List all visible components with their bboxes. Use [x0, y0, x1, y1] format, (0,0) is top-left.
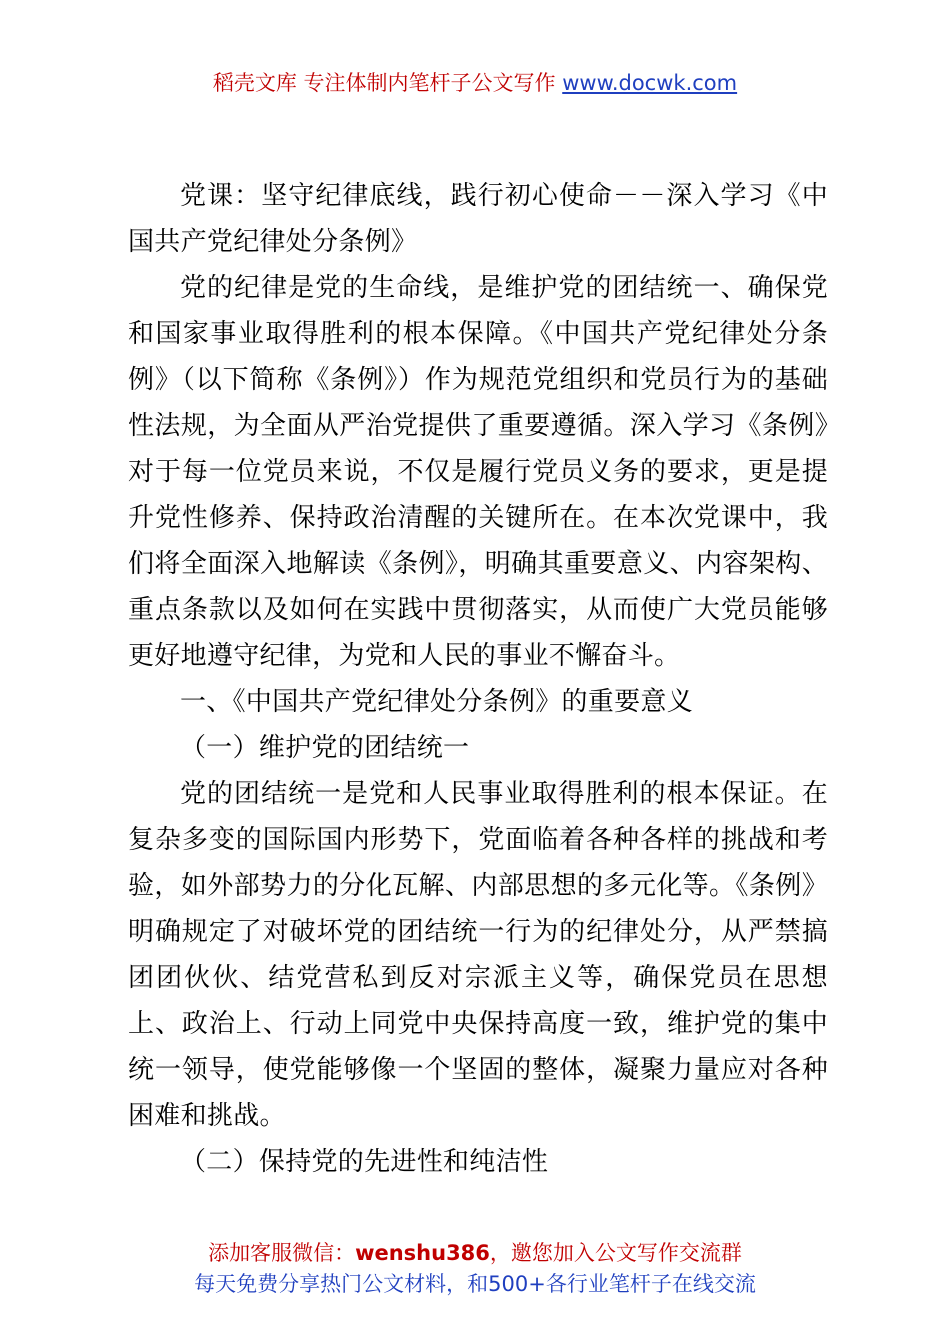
subsection-heading-1: （一）维护党的团结统一	[180, 733, 470, 763]
document-body	[128, 173, 828, 1185]
footer-suffix: ，邀您加入公文写作交流群	[489, 1241, 742, 1265]
header-link[interactable]: www.docwk.com	[562, 71, 738, 95]
page-footer	[0, 1238, 950, 1300]
footer-prefix: 添加客服微信：	[208, 1241, 356, 1265]
paragraph-unity: 党的团结统一是党和人民事业取得胜利的根本保证。在复杂多变的国际国内形势下，党面临着各种各样的挑战和考验，如外部势力的分化瓦解、内部思想的多元化等。《条例》明确规定了对破坏党的团结统一行为的纪律处分，从严禁搞团团伙伙、结党营私到反对宗派主义等，确保党员在思想上、政治上、行动上同党中央保持高度一致，维护党的集中统一领导，使党能够像一个坚固的整体，凝聚力量应对各种困难和挑战。	[128, 779, 828, 1131]
page-header	[0, 66, 950, 100]
wechat-id: wenshu386	[355, 1241, 490, 1265]
paragraph-intro: 党的纪律是党的生命线，是维护党的团结统一、确保党和国家事业取得胜利的根本保障。《中国共产党纪律处分条例》（以下简称《条例》）作为规范党组织和党员行为的基础性法规，为全面从严治党提供了重要遵循。深入学习《条例》对于每一位党员来说，不仅是履行党员义务的要求，更是提升党性修养、保持政治清醒的关键所在。在本次党课中，我们将全面深入地解读《条例》，明确其重要意义、内容架构、重点条款以及如何在实践中贯彻落实，从而使广大党员能够更好地遵守纪律，为党和人民的事业不懈奋斗。	[128, 273, 828, 671]
subsection-heading-2: （二）保持党的先进性和纯洁性	[180, 1147, 549, 1177]
footer-line-1	[0, 1238, 950, 1269]
header-text: 稻壳文库 专注体制内笔杆子公文写作	[212, 71, 563, 95]
section-heading-1: 一、《中国共产党纪律处分条例》的重要意义	[180, 687, 694, 717]
document-title: 党课：坚守纪律底线，践行初心使命－－深入学习《中国共产党纪律处分条例》	[128, 181, 828, 257]
footer-line-2: 每天免费分享热门公文材料，和500+各行业笔杆子在线交流	[194, 1272, 756, 1296]
